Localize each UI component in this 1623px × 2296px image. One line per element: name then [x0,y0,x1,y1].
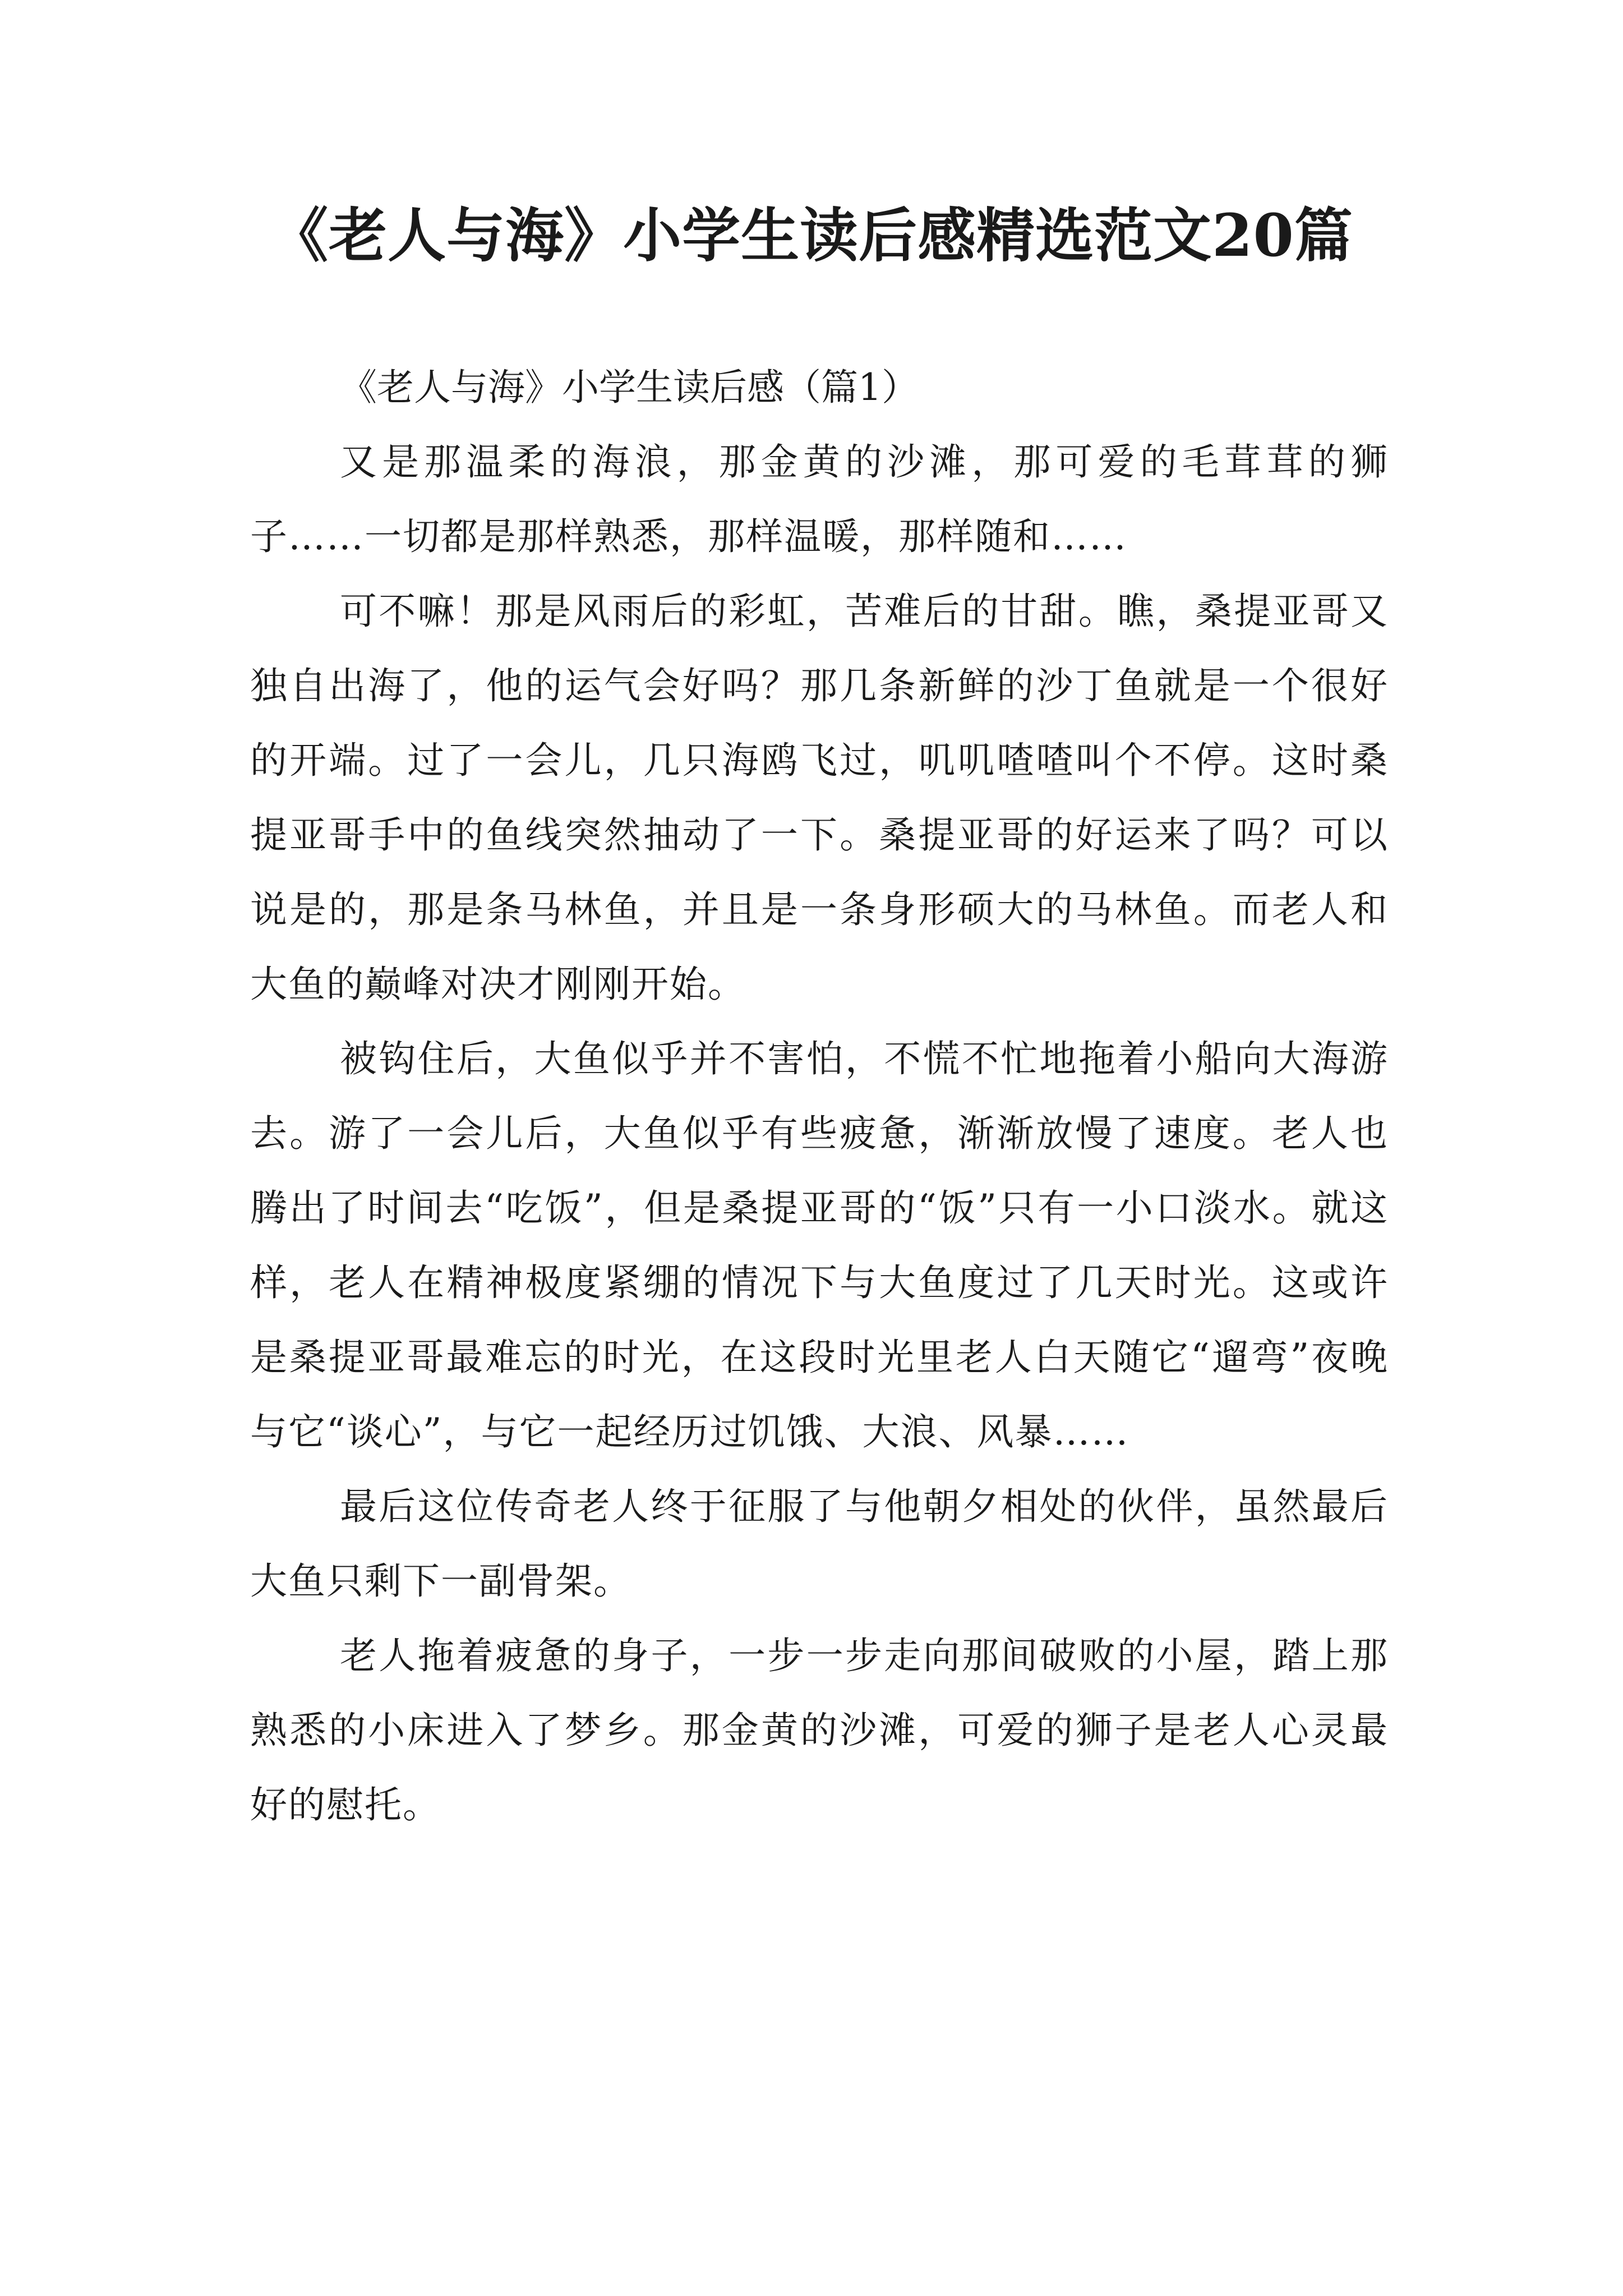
paragraph-2: 可不嘛！那是风雨后的彩虹，苦难后的甘甜。瞧，桑提亚哥又独自出海了，他的运气会好吗？那几条新鲜的沙丁鱼就是一个很好的开端。过了一会儿，几只海鸥飞过，叽叽喳喳叫个不停。这时桑提亚哥手中的鱼线突然抽动了一下。桑提亚哥的好运来了吗？可以说是的，那是条马林鱼，并且是一条身形硕大的马林鱼。而老人和大鱼的巅峰对决才刚刚开始。 [250,590,1389,1006]
paragraph-4: 最后这位传奇老人终于征服了与他朝夕相处的伙伴，虽然最后大鱼只剩下一副骨架。 [250,1485,1389,1603]
paragraph-1: 又是那温柔的海浪，那金黄的沙滩，那可爱的毛茸茸的狮子……一切都是那样熟悉，那样温暖，那样随和…… [250,440,1389,558]
paragraph-5: 老人拖着疲惫的身子，一步一步走向那间破败的小屋，踏上那熟悉的小床进入了梦乡。那金黄的沙滩，可爱的狮子是老人心灵最好的慰托。 [250,1634,1389,1826]
document-title: 《老人与海》小学生读后感精选范文20篇 [270,201,1353,270]
paragraph-3: 被钩住后，大鱼似乎并不害怕，不慌不忙地拖着小船向大海游去。游了一会儿后，大鱼似乎有些疲惫，渐渐放慢了速度。老人也腾出了时间去“吃饭”，但是桑提亚哥的“饭”只有一小口淡水。就这样，老人在精神极度紧绷的情况下与大鱼度过了几天时光。这或许是桑提亚哥最难忘的时光，在这段时光里老人白天随它“遛弯”夜晚与它“谈心”，与它一起经历过饥饿、大浪、风暴…… [250,1037,1389,1453]
section-heading: 《老人与海》小学生读后感（篇1） [340,366,919,409]
document-body [250,350,1389,1842]
